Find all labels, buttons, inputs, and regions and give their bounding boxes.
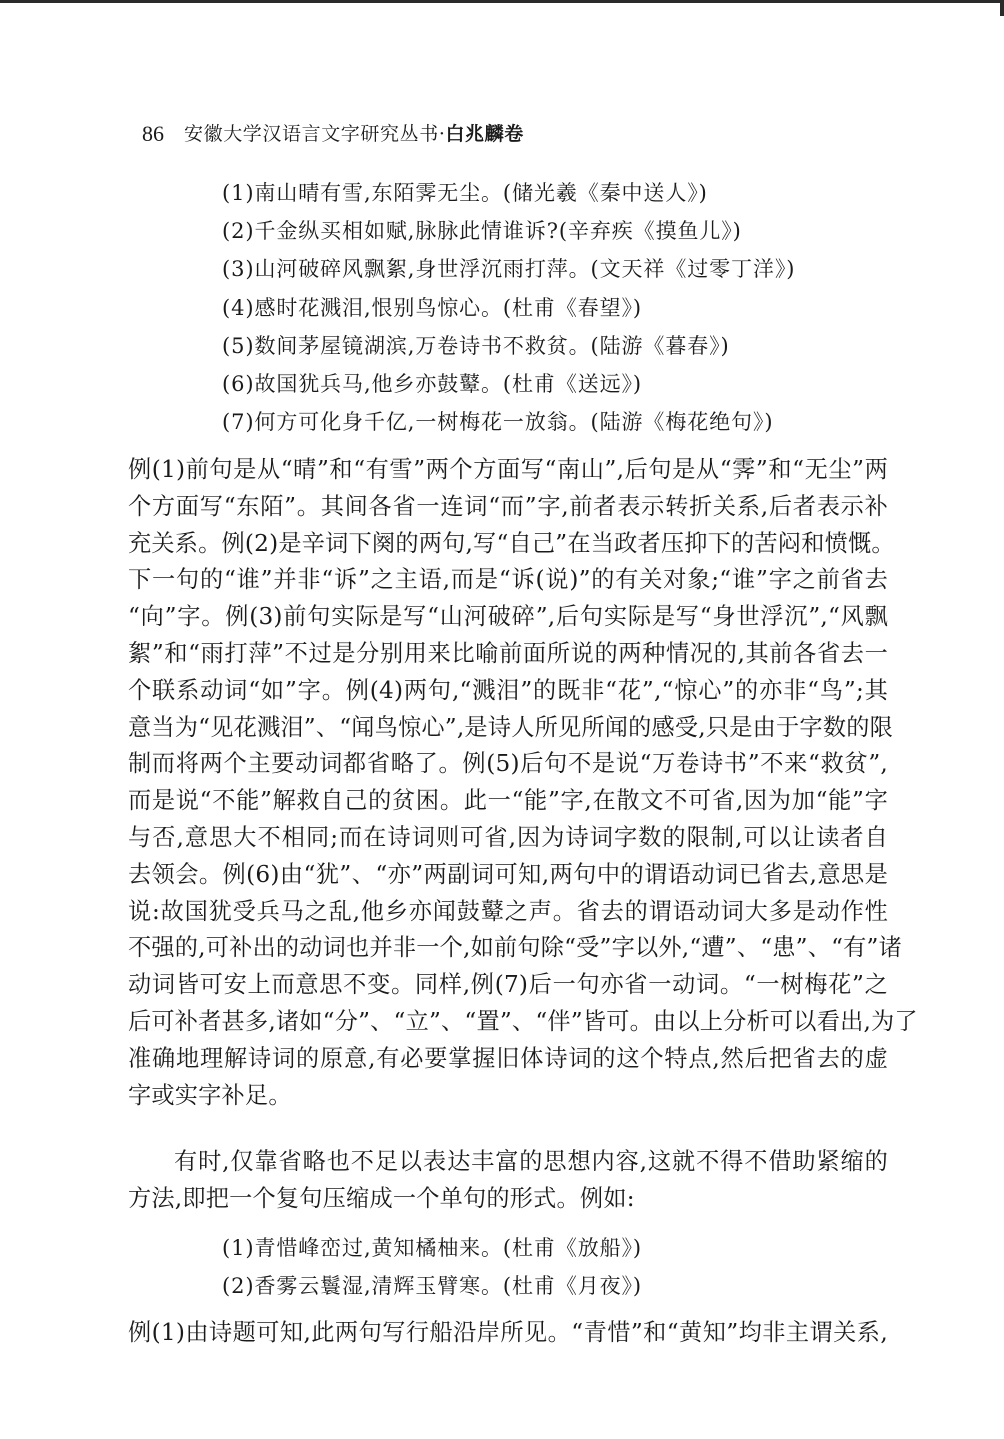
title-separator: · <box>438 123 446 145</box>
example-line: (6)故国犹兵马,他乡亦鼓鼙。(杜甫《送远》) <box>222 371 643 396</box>
text-line: 絮”和“雨打萍”不过是分别用来比喻前面所说的两种情况的,其前各省去一 <box>128 639 888 667</box>
text-line: “向”字。例(3)前句实际是写“山河破碎”,后句实际是写“身世浮沉”,“风飘 <box>128 603 888 631</box>
text-line: 制而将两个主要动词都省略了。例(5)后句不是说“万卷诗书”不来“救贫”, <box>128 750 888 778</box>
example-line: (4)感时花溅泪,恨别鸟惊心。(杜甫《春望》) <box>222 295 643 320</box>
example-line: (2)香雾云鬟湿,清辉玉臂寒。(杜甫《月夜》) <box>222 1274 643 1299</box>
example-list-1 <box>222 174 795 441</box>
text-line: 个联系动词“如”字。例(4)两句,“溅泪”的既非“花”,“惊心”的亦非“鸟”;其 <box>128 676 888 704</box>
example-line: (1)南山晴有雪,东陌霁无尘。(储光羲《秦中送人》) <box>222 181 708 205</box>
text-line: 而是说“不能”解救自己的贫困。此一“能”字,在散文不可省,因为加“能”字 <box>128 787 888 815</box>
text-line: 意当为“见花溅泪”、“闻鸟惊心”,是诗人所见所闻的感受,只是由于字数的限 <box>128 713 893 741</box>
example-line: (2)千金纵买相如赋,脉脉此情谁诉?(辛弃疾《摸鱼儿》) <box>222 219 742 244</box>
text-line: 字或实字补足。 <box>128 1081 292 1109</box>
example-list-2 <box>222 1229 642 1305</box>
example-line: (3)山河破碎风飘絮,身世浮沉雨打萍。(文天祥《过零丁洋》) <box>222 257 796 282</box>
volume-title: 白兆麟卷 <box>445 123 524 145</box>
series-title: 安徽大学汉语言文字研究丛书 <box>184 123 439 145</box>
text-line: 准确地理解诗词的原意,有必要掌握旧体诗词的这个特点,然后把省去的虚 <box>128 1044 888 1072</box>
text-line: 个方面写“东陌”。其间各省一连词“而”字,前者表示转折关系,后者表示补 <box>128 492 888 520</box>
text-line: 后可补者甚多,诸如“分”、“立”、“置”、“伴”皆可。由以上分析可以看出,为了 <box>128 1007 918 1035</box>
text-line: 有时,仅靠省略也不足以表达丰富的思想内容,这就不得不借助紧缩的 <box>174 1148 888 1175</box>
example-line: (5)数间茅屋镜湖滨,万卷诗书不救贫。(陆游《暮春》) <box>222 333 730 358</box>
text-line: 下一句的“谁”并非“诉”之主语,而是“诉(说)”的有关对象;“谁”字之前省去 <box>128 566 888 594</box>
text-line: 说:故国犹受兵马之乱,他乡亦闻鼓鼙之声。省去的谓语动词大多是动作性 <box>128 897 888 925</box>
example-line: (1)青惜峰峦过,黄知橘柚来。(杜甫《放船》) <box>222 1236 643 1260</box>
text-line: 不强的,可补出的动词也并非一个,如前句除“受”字以外,“遭”、“患”、“有”诸 <box>128 934 902 962</box>
page-number: 86 <box>142 121 164 146</box>
text-line: 与否,意思大不相同;而在诗词则可省,因为诗词字数的限制,可以让读者自 <box>128 823 888 851</box>
text-line: 方法,即把一个复句压缩成一个单句的形式。例如: <box>128 1184 635 1212</box>
example-line: (7)何方可化身千亿,一树梅花一放翁。(陆游《梅花绝句》) <box>222 410 774 435</box>
paragraph-analysis <box>128 452 918 1114</box>
corner-mark <box>1000 0 1004 16</box>
paragraph-compression <box>128 1144 888 1218</box>
text-line: 例(1)由诗题可知,此两句写行船沿岸所见。“青惜”和“黄知”均非主谓关系, <box>128 1319 888 1346</box>
text-line: 去领会。例(6)由“犹”、“亦”两副词可知,两句中的谓语动词已省去,意思是 <box>128 860 888 888</box>
text-line: 动词皆可安上而意思不变。同样,例(7)后一句亦省一动词。“一树梅花”之 <box>128 971 888 999</box>
running-title <box>184 120 524 148</box>
text-line: 充关系。例(2)是辛词下阕的两句,写“自己”在当政者压抑下的苦闷和愤慨。 <box>128 529 895 557</box>
top-border-rule <box>0 0 1004 3</box>
text-line: 例(1)前句是从“晴”和“有雪”两个方面写“南山”,后句是从“霁”和“无尘”两 <box>128 456 888 483</box>
paragraph-example-1 <box>128 1315 888 1352</box>
